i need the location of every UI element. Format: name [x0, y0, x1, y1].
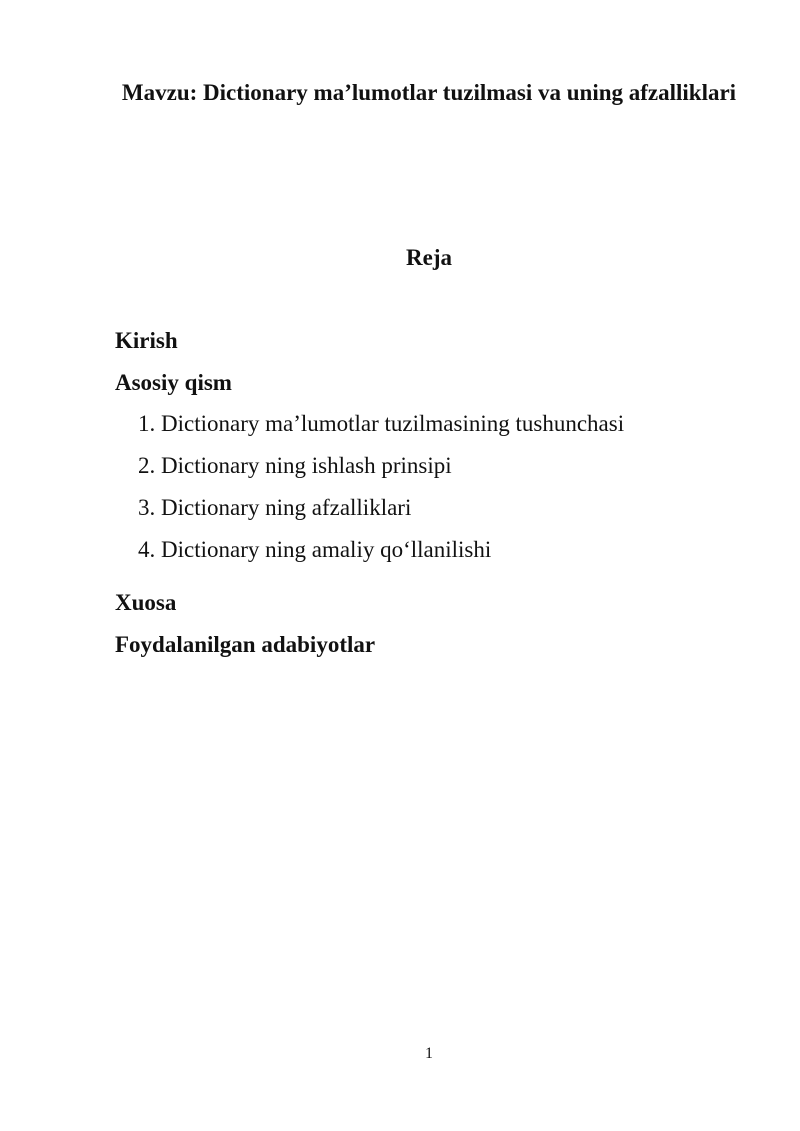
document-title: Mavzu: Dictionary ma’lumotlar tuzilmasi va uning afzalliklari [121, 80, 737, 105]
plan-heading: Reja [406, 245, 452, 270]
list-item: 3. Dictionary ning afzalliklari [138, 495, 412, 520]
page-number: 1 [425, 1045, 433, 1062]
list-item: 1. Dictionary ma’lumotlar tuzilmasining tushunchasi [138, 411, 625, 436]
list-item: 2. Dictionary ning ishlash prinsipi [138, 453, 452, 478]
main-part-list [138, 408, 624, 576]
section-intro: Kirish [115, 328, 178, 353]
list-item: 4. Dictionary ning amaliy qo‘llanilishi [138, 537, 492, 562]
section-conclusion: Xuosa [115, 590, 177, 615]
section-references: Foydalanilgan adabiyotlar [115, 632, 376, 657]
section-main-part: Asosiy qism [115, 370, 232, 395]
